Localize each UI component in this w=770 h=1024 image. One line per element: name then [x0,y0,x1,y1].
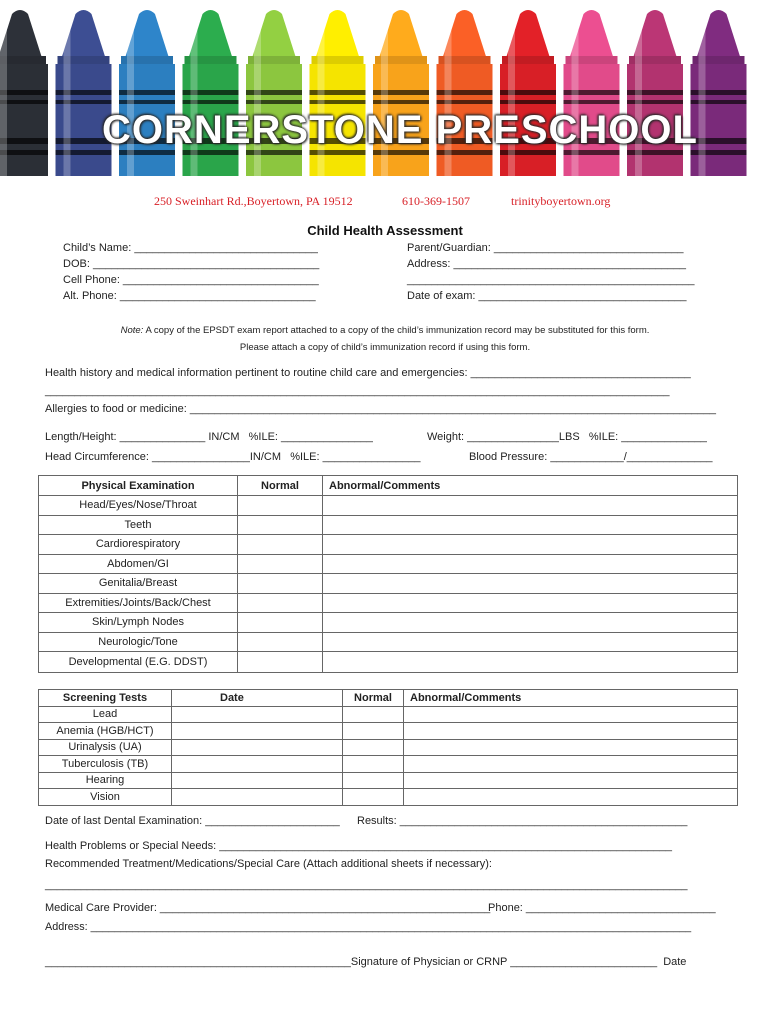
sc-date-cell[interactable] [172,756,343,773]
health-problems-field[interactable]: Health Problems or Special Needs: __________________________________________________________________________ [45,840,672,852]
sc-normal-cell[interactable] [343,756,404,773]
table-row [39,496,738,516]
sc-date-cell[interactable] [172,723,343,740]
sc-row-label: Anemia (HGB/HCT) [39,723,172,740]
school-website[interactable]: trinityboyertown.org [511,194,611,208]
pe-comments-cell[interactable] [323,652,738,673]
sc-normal-cell[interactable] [343,723,404,740]
sc-comments-cell[interactable] [404,756,738,773]
table-row [39,652,738,673]
allergies-field[interactable]: Allergies to food or medicine: ______________________________________________________________________________________ [45,403,717,415]
sc-date-cell[interactable] [172,739,343,756]
sc-date-cell[interactable] [172,789,343,806]
pe-header-comments: Abnormal/Comments [323,476,738,496]
pe-normal-cell[interactable] [238,535,323,555]
sc-header-normal: Normal [343,690,404,707]
table-row [39,535,738,555]
school-phone: 610-369-1507 [402,194,470,208]
sc-row-label: Hearing [39,772,172,789]
dental-results-field[interactable]: Results: _______________________________________________ [357,815,688,827]
form-title: Child Health Assessment [307,223,463,238]
note-label: Note: [120,325,144,336]
sc-date-cell[interactable] [172,706,343,723]
sc-normal-cell[interactable] [343,739,404,756]
pe-row-label: Extremities/Joints/Back/Chest [39,593,238,613]
sc-row-label: Vision [39,789,172,806]
pe-header-exam: Physical Examination [39,476,238,496]
health-history-line2[interactable]: __________________________________________________________________________________________________________ [45,385,670,397]
address-field[interactable]: Address: ______________________________________ [407,258,686,270]
table-row [39,739,738,756]
school-name: CORNERSTONE PRESCHOOL [102,108,698,152]
table-row [39,632,738,652]
pe-normal-cell[interactable] [238,593,323,613]
date-of-exam-field[interactable]: Date of exam: __________________________________ [407,290,687,302]
table-row [39,593,738,613]
table-row [39,554,738,574]
pe-normal-cell[interactable] [238,652,323,673]
pe-row-label: Developmental (E.G. DDST) [39,652,238,673]
length-height-field[interactable]: Length/Height: ______________ IN/CM %ILE: _______________ [45,431,373,443]
pe-normal-cell[interactable] [238,613,323,633]
pe-header-normal: Normal [238,476,323,496]
sc-normal-cell[interactable] [343,772,404,789]
sc-row-label: Urinalysis (UA) [39,739,172,756]
pe-comments-cell[interactable] [323,535,738,555]
dob-field[interactable]: DOB: _____________________________________ [63,258,320,270]
provider-address-field[interactable]: Address: ____________________________________________________________________________________________________ [45,921,692,933]
sc-date-cell[interactable] [172,772,343,789]
pe-comments-cell[interactable] [323,515,738,535]
pe-normal-cell[interactable] [238,632,323,652]
medical-provider-field[interactable]: Medical Care Provider: ______________________________________________________ [45,902,491,914]
pe-normal-cell[interactable] [238,554,323,574]
table-row [39,515,738,535]
health-history-field[interactable]: Health history and medical information pertinent to routine child care and emergencies: ____________________________________ [45,367,691,379]
header-banner [0,0,770,176]
sc-row-label: Tuberculosis (TB) [39,756,172,773]
sc-row-label: Lead [39,706,172,723]
sc-normal-cell[interactable] [343,706,404,723]
weight-field[interactable]: Weight: _______________LBS %ILE: ______________ [427,431,707,443]
pe-comments-cell[interactable] [323,593,738,613]
table-row [39,756,738,773]
childs-name-field[interactable]: Child’s Name: ______________________________ [63,242,318,254]
school-address: 250 Sweinhart Rd.,Boyertown, PA 19512 [154,194,353,208]
dental-exam-field[interactable]: Date of last Dental Examination: ______________________ [45,815,340,827]
pe-comments-cell[interactable] [323,574,738,594]
sc-comments-cell[interactable] [404,706,738,723]
pe-row-label: Skin/Lymph Nodes [39,613,238,633]
note-text: A copy of the EPSDT exam report attached to a copy of the child’s immunization record may be substituted for this form. [143,325,650,336]
cell-phone-field[interactable]: Cell Phone: ________________________________ [63,274,319,286]
sc-header-date: Date [172,690,343,707]
pe-row-label: Head/Eyes/Nose/Throat [39,496,238,516]
pe-normal-cell[interactable] [238,574,323,594]
table-row [39,574,738,594]
sc-comments-cell[interactable] [404,739,738,756]
physician-signature-field[interactable]: __________________________________________________Signature of Physician or CRNP ________________________ Date [45,956,687,968]
address-line2-field[interactable]: _______________________________________________ [407,274,695,286]
pe-normal-cell[interactable] [238,515,323,535]
blood-pressure-field[interactable]: Blood Pressure: ____________/______________ [469,451,713,463]
note-line-2: Please attach a copy of child’s immunization record if using this form. [239,342,531,353]
recommended-treatment-label: Recommended Treatment/Medications/Special Care (Attach additional sheets if necessary): [45,858,492,870]
pe-row-label: Neurologic/Tone [39,632,238,652]
sc-normal-cell[interactable] [343,789,404,806]
table-row [39,706,738,723]
pe-comments-cell[interactable] [323,554,738,574]
table-row [39,789,738,806]
sc-header-comments: Abnormal/Comments [404,690,738,707]
parent-guardian-field[interactable]: Parent/Guardian: _______________________________ [407,242,684,254]
note-line-1 [0,325,770,336]
pe-row-label: Abdomen/GI [39,554,238,574]
pe-row-label: Genitalia/Breast [39,574,238,594]
sc-comments-cell[interactable] [404,789,738,806]
physical-exam-table [38,475,738,673]
sc-comments-cell[interactable] [404,723,738,740]
recommended-treatment-field[interactable]: ___________________________________________________________________________________________________________ [45,879,688,891]
alt-phone-field[interactable]: Alt. Phone: ________________________________ [63,290,316,302]
screening-tests-table [38,689,738,806]
sc-comments-cell[interactable] [404,772,738,789]
table-row [39,613,738,633]
table-row [39,772,738,789]
pe-row-label: Cardiorespiratory [39,535,238,555]
pe-comments-cell[interactable] [323,613,738,633]
pe-normal-cell[interactable] [238,496,323,516]
provider-phone-field[interactable]: Phone: _______________________________ [488,902,716,914]
table-row [39,723,738,740]
pe-comments-cell[interactable] [323,632,738,652]
pe-comments-cell[interactable] [323,496,738,516]
pe-row-label: Teeth [39,515,238,535]
head-circumference-field[interactable]: Head Circumference: ________________IN/CM %ILE: ________________ [45,451,421,463]
sc-header-test: Screening Tests [39,690,172,707]
